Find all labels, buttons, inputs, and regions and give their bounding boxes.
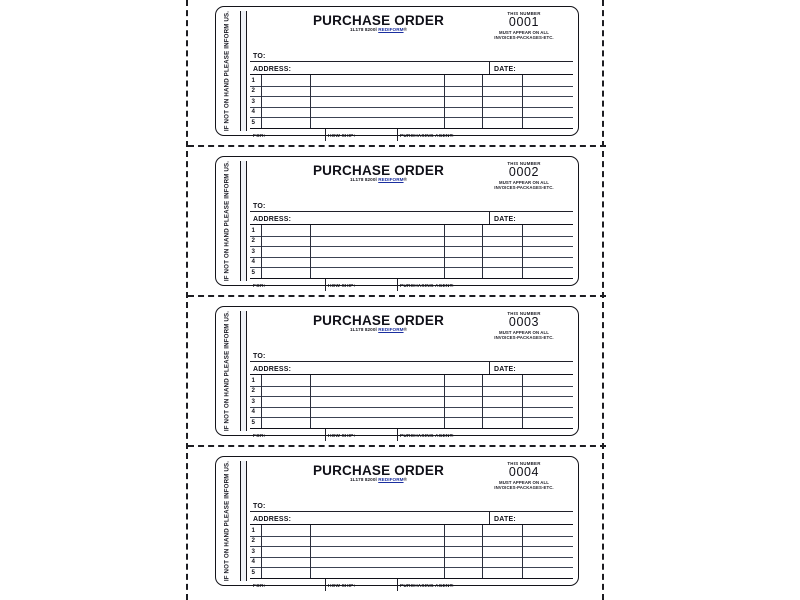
side-notice-strip: [216, 157, 238, 285]
order-number-value: 0004: [508, 465, 540, 480]
purchasing-agent-field[interactable]: [397, 579, 573, 591]
for-label: FOR:: [253, 284, 266, 289]
form-subtitle: 1L178 8200l REDIFORM®: [349, 27, 408, 32]
how-ship-field[interactable]: [325, 129, 397, 141]
perforation-divider: [240, 311, 247, 431]
form-footer: [250, 129, 573, 141]
line-item-row-number: 5: [251, 268, 255, 276]
grid-column-divider: [261, 375, 262, 428]
grid-rule: [250, 107, 573, 108]
grid-rule: [250, 536, 573, 537]
purchase-order-card: [215, 6, 579, 139]
purchase-order-card: [215, 456, 579, 589]
line-items-grid[interactable]: [250, 375, 573, 429]
brand-name: REDIFORM: [378, 477, 404, 482]
form-body: [250, 311, 573, 439]
to-field-row[interactable]: [250, 348, 573, 362]
for-label: FOR:: [253, 134, 266, 139]
side-notice-strip: [216, 457, 238, 585]
line-item-row-number: 3: [251, 97, 255, 105]
how-ship-label: HOW SHIP:: [328, 434, 356, 439]
perforation-divider: [240, 11, 247, 131]
grid-column-divider: [310, 75, 311, 128]
to-label: TO:: [253, 53, 266, 60]
order-number-note: MUST APPEAR ON ALL INVOICES-PACKAGES-ETC.: [494, 329, 554, 341]
purchasing-agent-label: PURCHASING AGENT:: [400, 584, 454, 589]
side-notice-text: IF NOT ON HAND PLEASE INFORM US.: [223, 160, 231, 282]
order-number-box: [475, 161, 573, 191]
line-item-row-number: 1: [251, 226, 255, 234]
grid-rule: [250, 257, 573, 258]
grid-column-divider: [444, 225, 445, 278]
grid-column-divider: [522, 75, 523, 128]
form-footer: [250, 429, 573, 441]
perforation-divider: [240, 461, 247, 581]
purchasing-agent-label: PURCHASING AGENT:: [400, 134, 454, 139]
grid-column-divider: [522, 525, 523, 578]
grid-rule: [250, 557, 573, 558]
form-header: [250, 11, 573, 48]
to-field-row[interactable]: [250, 498, 573, 512]
order-number-label: THIS NUMBER: [507, 461, 541, 466]
form-pad-sheet: [186, 0, 604, 600]
order-number-value: 0003: [508, 315, 540, 330]
grid-column-divider: [444, 375, 445, 428]
to-label: TO:: [253, 353, 266, 360]
grid-column-divider: [522, 375, 523, 428]
for-field[interactable]: [250, 129, 325, 141]
purchase-order-card: [215, 306, 579, 439]
purchase-order-slip: [188, 0, 606, 147]
line-item-row-number: 4: [251, 108, 255, 116]
side-notice-text: IF NOT ON HAND PLEASE INFORM US.: [223, 310, 231, 432]
grid-column-divider: [482, 375, 483, 428]
form-footer: [250, 579, 573, 591]
grid-column-divider: [444, 525, 445, 578]
how-ship-field[interactable]: [325, 279, 397, 291]
date-label: DATE:: [494, 366, 516, 373]
grid-column-divider: [310, 375, 311, 428]
order-number-label: THIS NUMBER: [507, 11, 541, 16]
address-label: ADDRESS:: [253, 516, 292, 523]
line-item-row-number: 3: [251, 397, 255, 405]
line-item-row-number: 4: [251, 558, 255, 566]
line-item-row-number: 4: [251, 258, 255, 266]
how-ship-field[interactable]: [325, 429, 397, 441]
form-header: [250, 461, 573, 498]
line-item-row-number: 3: [251, 247, 255, 255]
form-body: [250, 11, 573, 139]
form-subtitle: 1L178 8200l REDIFORM®: [349, 327, 408, 332]
grid-column-divider: [482, 525, 483, 578]
grid-rule: [250, 407, 573, 408]
grid-rule: [250, 417, 573, 418]
address-label: ADDRESS:: [253, 366, 292, 373]
date-field[interactable]: [489, 62, 573, 74]
order-number-value: 0002: [508, 165, 540, 180]
address-field-row[interactable]: [250, 212, 573, 225]
page-title: PURCHASE ORDER: [312, 13, 445, 28]
grid-column-divider: [444, 75, 445, 128]
form-body: [250, 161, 573, 289]
side-notice-text: IF NOT ON HAND PLEASE INFORM US.: [223, 460, 231, 582]
address-label: ADDRESS:: [253, 216, 292, 223]
grid-rule: [250, 96, 573, 97]
for-field[interactable]: [250, 579, 325, 591]
purchase-order-card: [215, 156, 579, 289]
purchasing-agent-label: PURCHASING AGENT:: [400, 284, 454, 289]
grid-rule: [250, 246, 573, 247]
page-title: PURCHASE ORDER: [312, 313, 445, 328]
brand-name: REDIFORM: [378, 177, 404, 182]
address-label: ADDRESS:: [253, 66, 292, 73]
page-title: PURCHASE ORDER: [312, 463, 445, 478]
grid-column-divider: [482, 225, 483, 278]
grid-column-divider: [261, 225, 262, 278]
purchasing-agent-field[interactable]: [397, 129, 573, 141]
order-number-box: [475, 461, 573, 491]
purchasing-agent-field[interactable]: [397, 279, 573, 291]
order-number-value: 0001: [508, 15, 540, 30]
grid-rule: [250, 86, 573, 87]
grid-rule: [250, 236, 573, 237]
for-field[interactable]: [250, 279, 325, 291]
for-label: FOR:: [253, 584, 266, 589]
for-field[interactable]: [250, 429, 325, 441]
grid-rule: [250, 386, 573, 387]
line-item-row-number: 1: [251, 526, 255, 534]
line-item-row-number: 1: [251, 76, 255, 84]
order-number-box: [475, 11, 573, 41]
order-number-label: THIS NUMBER: [507, 161, 541, 166]
brand-name: REDIFORM: [378, 27, 404, 32]
line-item-row-number: 2: [251, 87, 255, 95]
line-item-row-number: 1: [251, 376, 255, 384]
side-notice-text: IF NOT ON HAND PLEASE INFORM US.: [223, 10, 231, 132]
date-field[interactable]: [489, 362, 573, 374]
to-field-row[interactable]: [250, 198, 573, 212]
form-footer: [250, 279, 573, 291]
grid-column-divider: [482, 75, 483, 128]
purchase-order-slip: [188, 150, 606, 297]
order-number-box: [475, 311, 573, 341]
line-items-grid[interactable]: [250, 525, 573, 579]
for-label: FOR:: [253, 434, 266, 439]
form-subtitle: 1L178 8200l REDIFORM®: [349, 177, 408, 182]
page-title: PURCHASE ORDER: [312, 163, 445, 178]
grid-column-divider: [522, 225, 523, 278]
how-ship-label: HOW SHIP:: [328, 584, 356, 589]
grid-rule: [250, 546, 573, 547]
order-number-label: THIS NUMBER: [507, 311, 541, 316]
grid-column-divider: [310, 525, 311, 578]
line-item-row-number: 5: [251, 118, 255, 126]
grid-rule: [250, 567, 573, 568]
grid-column-divider: [310, 225, 311, 278]
how-ship-field[interactable]: [325, 579, 397, 591]
line-items-grid[interactable]: [250, 75, 573, 129]
grid-rule: [250, 117, 573, 118]
line-item-row-number: 2: [251, 387, 255, 395]
line-item-row-number: 3: [251, 547, 255, 555]
to-label: TO:: [253, 203, 266, 210]
address-field-row[interactable]: [250, 362, 573, 375]
line-item-row-number: 5: [251, 568, 255, 576]
form-header: [250, 311, 573, 348]
date-field[interactable]: [489, 212, 573, 224]
grid-rule: [250, 396, 573, 397]
grid-rule: [250, 267, 573, 268]
purchasing-agent-field[interactable]: [397, 429, 573, 441]
date-label: DATE:: [494, 516, 516, 523]
grid-column-divider: [261, 75, 262, 128]
line-item-row-number: 2: [251, 237, 255, 245]
form-header: [250, 161, 573, 198]
purchase-order-slip: [188, 450, 606, 597]
purchase-order-slip: [188, 300, 606, 447]
how-ship-label: HOW SHIP:: [328, 284, 356, 289]
date-field[interactable]: [489, 512, 573, 524]
perforation-divider: [240, 161, 247, 281]
line-items-grid[interactable]: [250, 225, 573, 279]
grid-column-divider: [261, 525, 262, 578]
order-number-note: MUST APPEAR ON ALL INVOICES-PACKAGES-ETC.: [494, 479, 554, 491]
purchasing-agent-label: PURCHASING AGENT:: [400, 434, 454, 439]
address-field-row[interactable]: [250, 512, 573, 525]
how-ship-label: HOW SHIP:: [328, 134, 356, 139]
brand-name: REDIFORM: [378, 327, 404, 332]
line-item-row-number: 2: [251, 537, 255, 545]
form-subtitle: 1L178 8200l REDIFORM®: [349, 477, 408, 482]
form-body: [250, 461, 573, 589]
to-field-row[interactable]: [250, 48, 573, 62]
order-number-note: MUST APPEAR ON ALL INVOICES-PACKAGES-ETC.: [494, 29, 554, 41]
date-label: DATE:: [494, 216, 516, 223]
address-field-row[interactable]: [250, 62, 573, 75]
to-label: TO:: [253, 503, 266, 510]
side-notice-strip: [216, 7, 238, 135]
date-label: DATE:: [494, 66, 516, 73]
line-item-row-number: 4: [251, 408, 255, 416]
order-number-note: MUST APPEAR ON ALL INVOICES-PACKAGES-ETC.: [494, 179, 554, 191]
side-notice-strip: [216, 307, 238, 435]
line-item-row-number: 5: [251, 418, 255, 426]
